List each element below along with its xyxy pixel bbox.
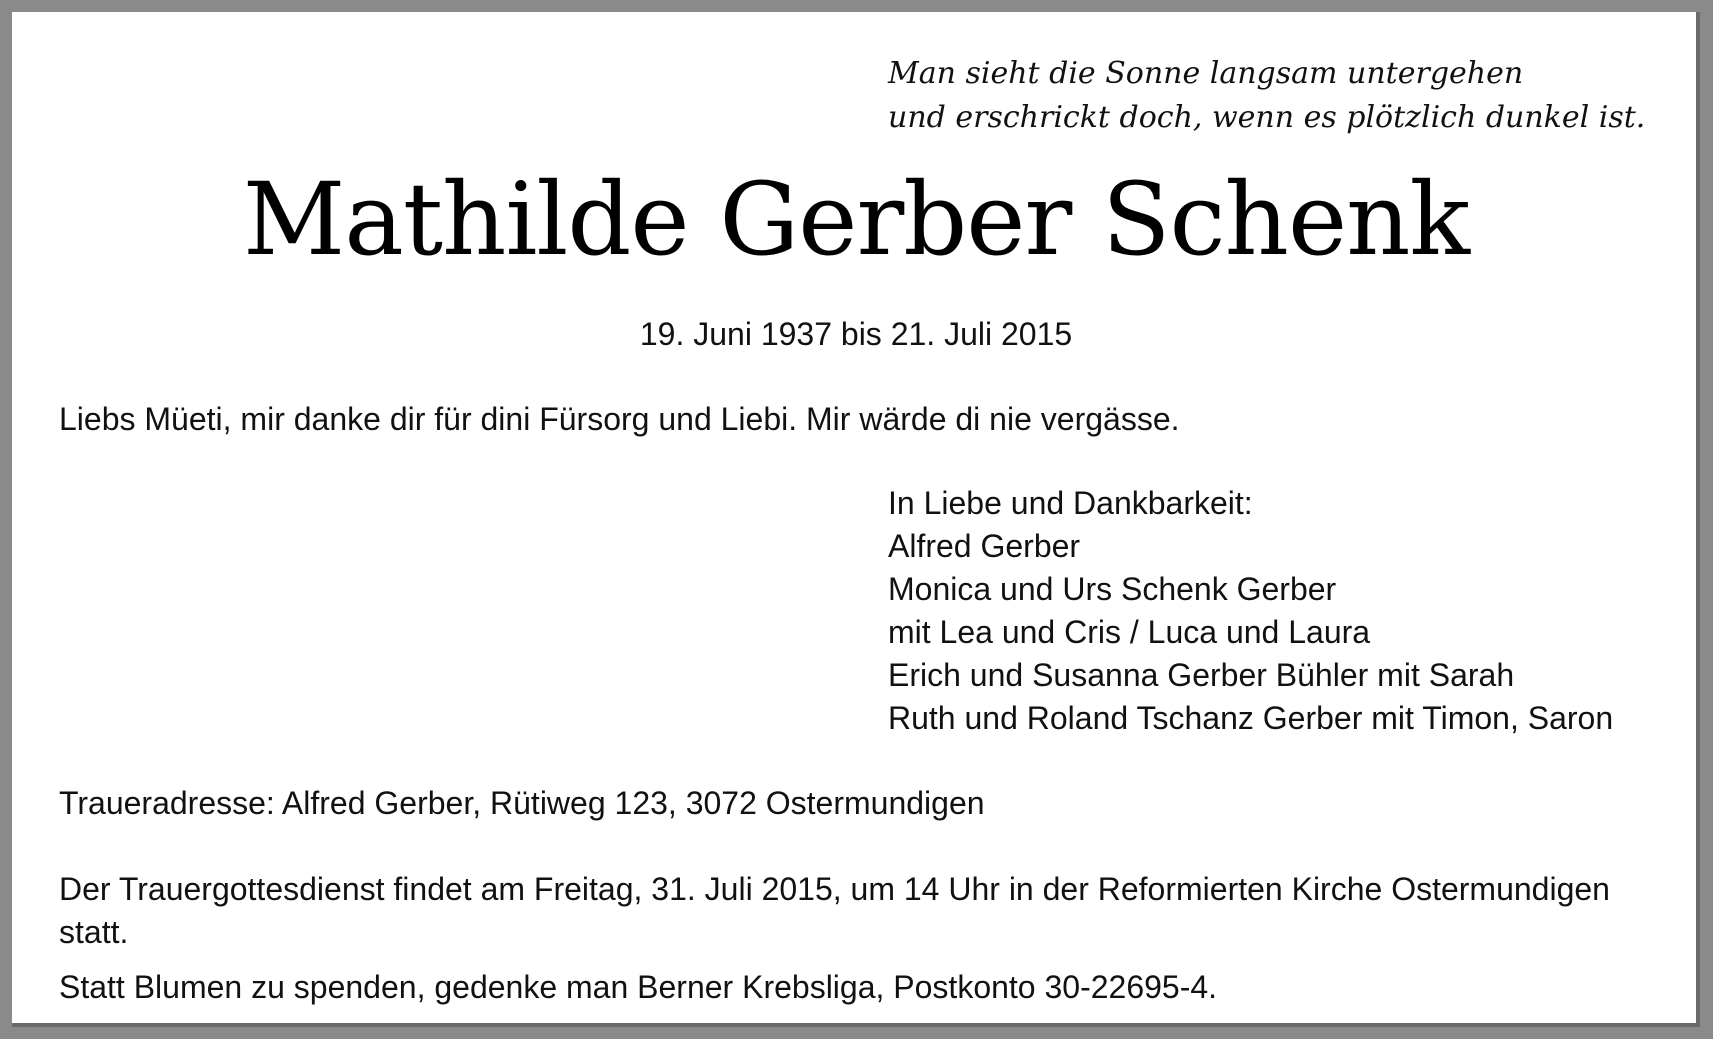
mourners-list (888, 482, 1613, 740)
motto-line-1: Man sieht die Sonne langsam untergehen (888, 56, 1524, 91)
mourning-address: Traueradresse: Alfred Gerber, Rütiweg 123, 3072 Ostermundigen (59, 785, 985, 821)
obituary-notice (12, 12, 1700, 1027)
motto-line-2: und erschrickt doch, wenn es plötzlich dunkel ist. (888, 100, 1646, 135)
mourner-line: mit Lea und Cris / Luca und Laura (888, 614, 1371, 650)
farewell-message: Liebs Müeti, mir danke dir für dini Fürsorg und Liebi. Mir wärde di nie vergässe. (59, 401, 1180, 437)
motto-quote (888, 52, 1645, 140)
life-dates: 19. Juni 1937 bis 21. Juli 2015 (639, 316, 1073, 352)
deceased-name: Mathilde Gerber Schenk (242, 161, 1470, 278)
mourner-line: Alfred Gerber (888, 528, 1081, 564)
funeral-service-info: Der Trauergottesdienst findet am Freitag, 31. Juli 2015, um 14 Uhr in der Reformierten Kirche Ostermundigen statt. (59, 871, 1610, 950)
mourner-line: Ruth und Roland Tschanz Gerber mit Timon, Saron (888, 700, 1614, 736)
mourners-intro: In Liebe und Dankbarkeit: (888, 485, 1253, 521)
mourner-line: Erich und Susanna Gerber Bühler mit Sarah (888, 657, 1515, 693)
donation-note: Statt Blumen zu spenden, gedenke man Berner Krebsliga, Postkonto 30-22695-4. (59, 969, 1218, 1005)
mourner-line: Monica und Urs Schenk Gerber (888, 571, 1337, 607)
